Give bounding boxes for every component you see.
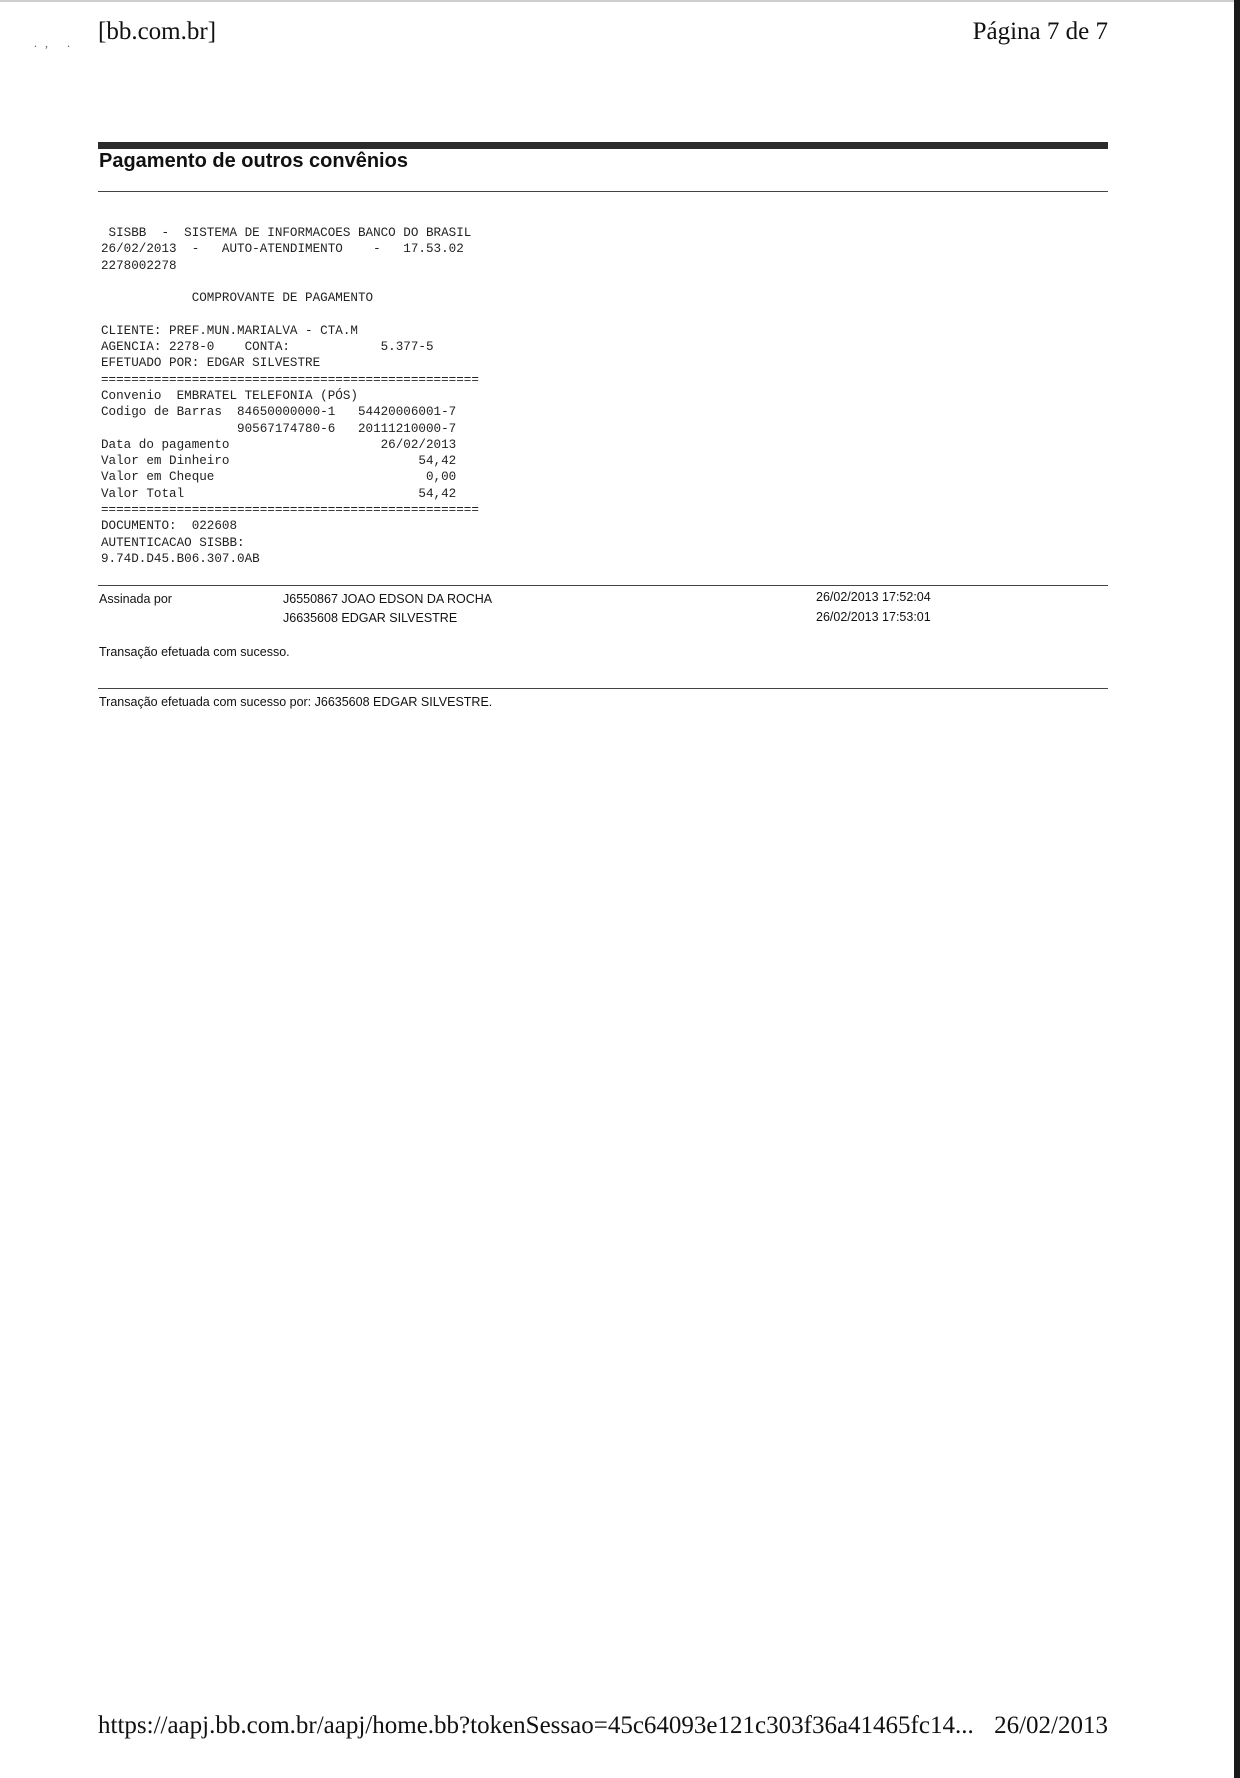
signature-datetime: 26/02/2013 17:53:01 [816, 610, 931, 624]
receipt-line: AGENCIA: 2278-0 CONTA: 5.377-5 [101, 340, 434, 355]
signature-datetime: 26/02/2013 17:52:04 [816, 590, 931, 604]
final-divider [98, 688, 1108, 689]
receipt-line: Codigo de Barras 84650000000-1 54420006001-7 [101, 405, 457, 420]
receipt-line: EFETUADO POR: EDGAR SILVESTRE [101, 356, 321, 371]
signature-divider [98, 585, 1108, 586]
scan-marks: ., . [34, 36, 78, 50]
payment-receipt [101, 225, 479, 567]
scan-top-edge [0, 0, 1240, 2]
receipt-line: CLIENTE: PREF.MUN.MARIALVA - CTA.M [101, 323, 358, 338]
receipt-line: 90567174780-6 20111210000-7 [101, 421, 457, 436]
receipt-line: Valor em Dinheiro 54,42 [101, 454, 457, 469]
title-band [98, 142, 1108, 149]
receipt-line: Data do pagamento 26/02/2013 [101, 437, 457, 452]
header-site: [bb.com.br] [98, 18, 217, 45]
footer-url: https://aapj.bb.com.br/aapj/home.bb?tokenSessao=45c64093e121c303f36a41465fc14... [98, 1712, 974, 1739]
receipt-line: COMPROVANTE DE PAGAMENTO [101, 291, 374, 306]
receipt-line [101, 306, 479, 322]
receipt-line: Valor em Cheque 0,00 [101, 470, 457, 485]
receipt-line: 26/02/2013 - AUTO-ATENDIMENTO - 17.53.02 [101, 242, 464, 257]
header-page-number: Página 7 de 7 [972, 18, 1108, 45]
receipt-line: Valor Total 54,42 [101, 486, 457, 501]
footer-date: 26/02/2013 [994, 1712, 1108, 1739]
receipt-line [101, 274, 479, 290]
receipt-line: 2278002278 [101, 258, 177, 273]
receipt-line: ================================================== [101, 372, 479, 387]
signer-name: J6550867 JOAO EDSON DA ROCHA [283, 592, 493, 606]
receipt-line: AUTENTICACAO SISBB: [101, 535, 245, 550]
receipt-line: Convenio EMBRATEL TELEFONIA (PÓS) [101, 388, 358, 403]
page-title: Pagamento de outros convênios [99, 150, 408, 172]
final-message: Transação efetuada com sucesso por: J6635608 EDGAR SILVESTRE. [99, 695, 493, 709]
title-underline [98, 191, 1108, 192]
receipt-line: ================================================== [101, 503, 479, 518]
receipt-line: DOCUMENTO: 022608 [101, 519, 238, 534]
receipt-line: 9.74D.D45.B06.307.0AB [101, 551, 260, 566]
receipt-line: SISBB - SISTEMA DE INFORMACOES BANCO DO BRASIL [101, 226, 472, 240]
scan-right-edge [1234, 0, 1240, 1778]
status-message: Transação efetuada com sucesso. [99, 645, 290, 659]
signer-name: J6635608 EDGAR SILVESTRE [283, 611, 458, 625]
signed-by-label: Assinada por [99, 592, 172, 606]
